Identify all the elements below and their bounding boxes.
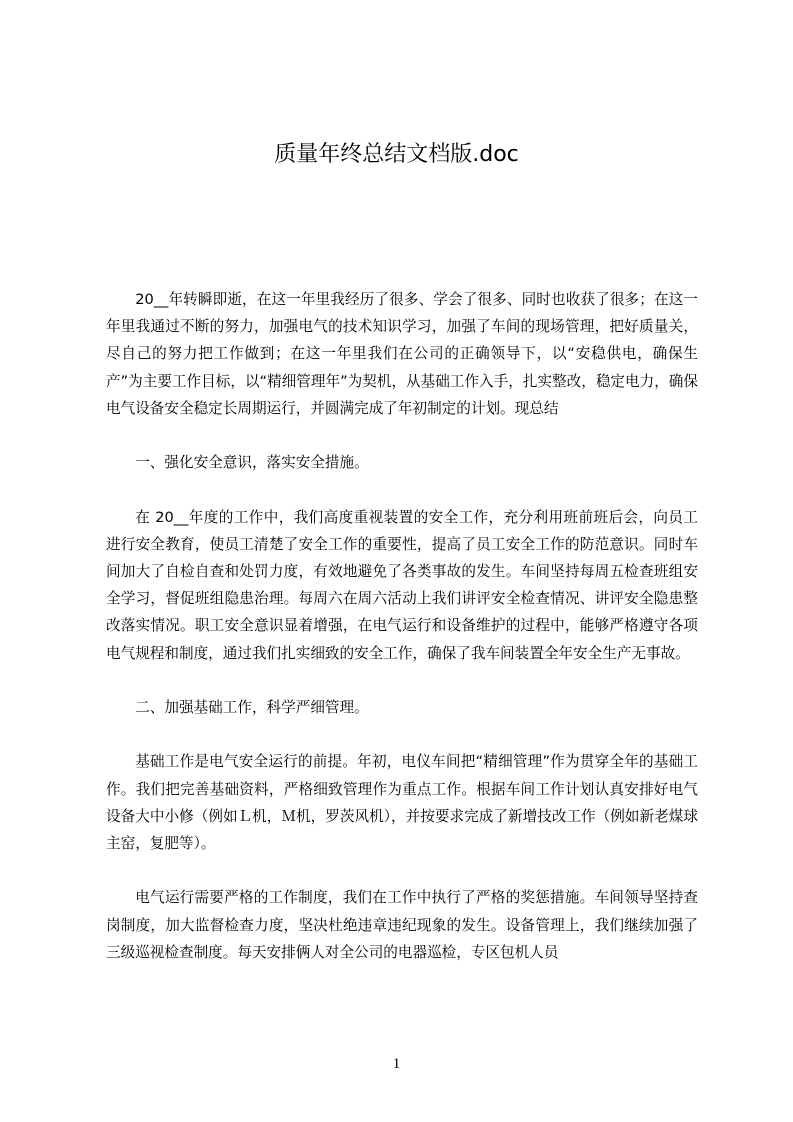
page-number: 1: [392, 1056, 401, 1072]
paragraph-basics: 基础工作是电气安全运行的前提。年初，电仪车间把“精细管理”作为贯穿全年的基础工作。我们把完善基础资料，严格细致管理作为重点工作。根据车间工作计划认真安排好电气设备大中小修（例如Ｌ机，Ｍ机，罗茨风机），并按要求完成了新增技改工作（例如新老煤球主窑，复肥等）。: [106, 753, 698, 852]
paragraph-safety: 在 20__年度的工作中，我们高度重视装置的安全工作，充分利用班前班后会，向员工进行安全教育，使员工清楚了安全工作的重要性，提高了员工安全工作的防范意识。同时车间加大了自检自查和处罚力度，有效地避免了各类事故的发生。车间坚持每周五检查班组安全学习，督促班组隐患治理。每周六在周六活动上我们讲评安全检查情况、讲评安全隐患整改落实情况。职工安全意识显着增强，在电气运行和设备维护的过程中，能够严格遵守各项电气规程和制度，通过我们扎实细致的安全工作，确保了我车间装置全年安全生产无事故。: [106, 508, 698, 662]
document-title: 质量年终总结文档版.doc: [274, 142, 519, 167]
document-body: [106, 286, 698, 966]
section-heading-basics: 二、加强基础工作，科学严细管理。: [135, 699, 369, 716]
paragraph-intro: 20__年转瞬即逝，在这一年里我经历了很多、学会了很多、同时也收获了很多；在这一年里我通过不断的努力，加强电气的技术知识学习，加强了车间的现场管理，把好质量关，尽自己的努力把工作做到；在这一年里我们在公司的正确领导下，以“安稳供电，确保生产”为主要工作目标，以“精细管理年”为契机，从基础工作入手，扎实整改，稳定电力，确保电气设备安全稳定长周期运行，并圆满完成了年初制定的计划。现总结: [106, 291, 698, 417]
paragraph-operations: 电气运行需要严格的工作制度，我们在工作中执行了严格的奖惩措施。车间领导坚持查岗制度，加大监督检查力度，坚决杜绝违章违纪现象的发生。设备管理上，我们继续加强了三级巡视检查制度。每天安排俩人对全公司的电器巡检，专区包机人员: [106, 889, 698, 961]
section-heading-safety: 一、强化安全意识，落实安全措施。: [135, 454, 369, 472]
